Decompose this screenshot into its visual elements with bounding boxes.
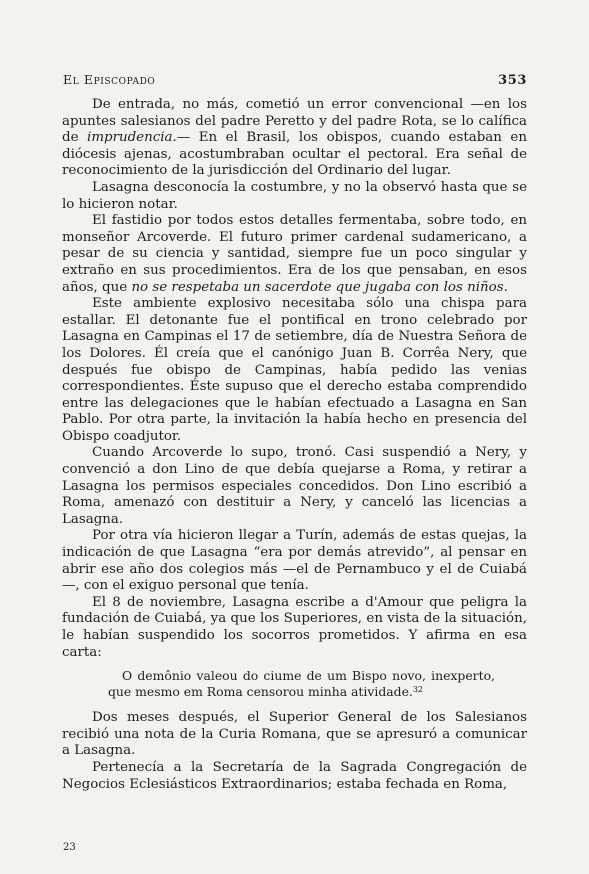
paragraph: El fastidio por todos estos detalles fermentaba, sobre todo, en monseñor Arcoverde. El futuro primer cardenal sudamericano, a pesar de su ciencia y santidad, siempre fue un poco singular y extraño en sus procedimientos. Era de los que pensaban, en esos años, que no se respetaba un sacerdote que jugaba con los niños. [62,213,527,295]
paragraph: Dos meses después, el Superior General de los Salesianos recibió una nota de la Curia Romana, que se apresuró a comunicar a Lasagna. [62,710,527,759]
running-head [63,72,527,88]
running-title: El Episcopado [63,72,156,87]
emphasis: imprudencia. [87,130,177,146]
emphasis: no se respetaba un sacerdote que jugaba con los niños. [131,279,508,295]
paragraph: Este ambiente explosivo necesitaba sólo una chispa para estallar. El detonante fue el pontifical en trono celebrado por Lasagna en Campinas el 17 de setiembre, día de Nuestra Señora de los Dolores. Él creía que el canónigo Juan B. Corrêa Nery, que después fue obispo de Campinas, había pedido las venias correspondientes. Éste supuso que el derecho estaba comprendido entre las delegaciones que le habían efectuado a Lasagna en San Pablo. Por otra parte, la invitación la había hecho en presencia del Obispo coadjutor. [62,296,527,444]
block-quote [108,668,495,699]
paragraph: De entrada, no más, cometió un error convencional —en los apuntes salesianos del padre Peretto y del padre Rota, se lo calífica de imprudencia.— En el Brasil, los obispos, cuando estaban en diócesis ajenas, acostumbraban ocultar el pectoral. Era señal de reconocimiento de la jurisdicción del Ordinario del lugar. [62,97,527,179]
page-number: 353 [498,73,527,88]
body-text [62,97,527,793]
paragraph: Pertenecía a la Secretaría de la Sagrada Congregación de Negocios Eclesiásticos Extraordinarios; estaba fechada en Roma, [62,759,527,792]
quote-text: O demônio valeou do ciume de um Bispo novo, inexperto, que mesmo em Roma censorou minha atividade. [108,668,495,699]
paragraph: Por otra vía hicieron llegar a Turín, además de estas quejas, la indicación de que Lasagna “era por demás atrevido”, al pensar en abrir ese año dos colegios más —el de Pernambuco y el de Cuiabá—, con el exiguo personal que tenía. [62,528,527,594]
paragraph: Cuando Arcoverde lo supo, tronó. Casi suspendió a Nery, y convenció a don Lino de que debía quejarse a Roma, y retirar a Lasagna los permisos especiales concedidos. Don Lino escribió a Roma, amenazó con destituir a Nery, y canceló las licencias a Lasagna. [62,445,527,527]
signature-mark: 23 [63,842,76,853]
paragraph: Lasagna desconocía la costumbre, y no la observó hasta que se lo hicieron notar. [62,179,527,212]
paragraph: El 8 de noviembre, Lasagna escribe a d'Amour que peligra la fundación de Cuiabá, ya que los Superiores, en vista de la situación, le habían suspendido los socorros prometidos. Y afirma en esa carta: [62,594,527,660]
footnote-ref: 32 [412,684,424,694]
